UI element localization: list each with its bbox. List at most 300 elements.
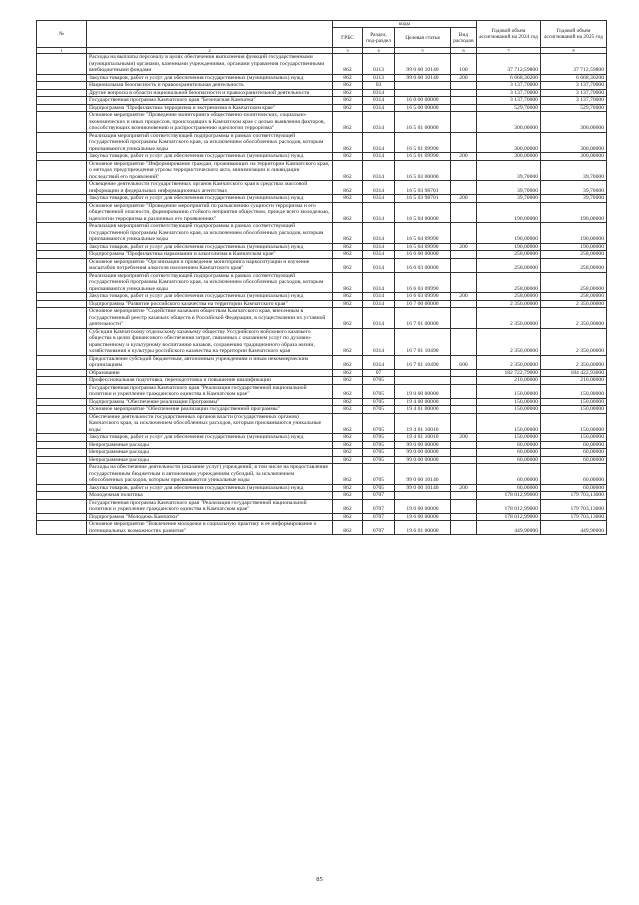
row-num-cell: [37, 308, 87, 329]
row-vr-cell: [451, 456, 477, 464]
row-name-cell: Закупка товаров, работ и услуг для обеспечения государственных (муниципальных) нужд: [87, 243, 333, 251]
row-grbs-cell: 862: [333, 300, 363, 308]
row-grbs-cell: 862: [333, 89, 363, 97]
budget-table: [36, 20, 607, 535]
table-row: [37, 369, 607, 377]
row-razdel-cell: 0113: [363, 74, 395, 82]
row-grbs-cell: 862: [333, 243, 363, 251]
row-num-cell: [37, 89, 87, 97]
row-name-cell: Молодежная политика: [87, 492, 333, 500]
table-row: [37, 406, 607, 414]
row-csr-cell: 16 6 03 09990: [395, 272, 451, 293]
row-amount-2025-cell: 60,00000: [541, 441, 607, 449]
row-num-cell: [37, 413, 87, 434]
row-amount-2024-cell: 60,00000: [477, 441, 541, 449]
col-header-2025: Годовой объем ассигнований на 2025 год: [541, 21, 607, 48]
row-amount-2025-cell: 150,00000: [541, 384, 607, 398]
row-vr-cell: [451, 258, 477, 272]
row-name-cell: Реализация мероприятий соответствующей подпрограммы в рамках соответствующей государственной программы Камчатского края, за исключением обособленных расходов, которым присваиваются уникальные коды: [87, 132, 333, 153]
row-grbs-cell: 862: [333, 160, 363, 181]
row-csr-cell: [395, 369, 451, 377]
row-csr-cell: 16 7 01 10490: [395, 328, 451, 355]
row-name-cell: Закупка товаров, работ и услуг для обеспечения государственных (муниципальных) нужд: [87, 293, 333, 301]
row-num-cell: [37, 499, 87, 513]
row-amount-2024-cell: 60,00000: [477, 484, 541, 492]
row-name-cell: Закупка товаров, работ и услуг для обеспечения государственных (муниципальных) нужд: [87, 153, 333, 161]
row-vr-cell: [451, 328, 477, 355]
row-razdel-cell: 0314: [363, 97, 395, 105]
row-amount-2024-cell: 178 012,99000: [477, 499, 541, 513]
row-num-cell: [37, 97, 87, 105]
row-csr-cell: [395, 89, 451, 97]
row-grbs-cell: 862: [333, 54, 363, 75]
row-name-cell: Государственная программа Камчатского края "Реализация государственной национальной политики и укрепление гражданского единства в Камчатском крае": [87, 499, 333, 513]
row-razdel-cell: 0314: [363, 251, 395, 259]
row-grbs-cell: 862: [333, 132, 363, 153]
row-razdel-cell: 0705: [363, 398, 395, 406]
row-razdel-cell: 07: [363, 369, 395, 377]
row-amount-2024-cell: 2 350,00000: [477, 308, 541, 329]
row-amount-2024-cell: 39,70000: [477, 160, 541, 181]
row-name-cell: Государственная программа Камчатского края "Безопасная Камчатка": [87, 97, 333, 105]
table-row: [37, 449, 607, 457]
row-csr-cell: 16 7 00 00000: [395, 300, 451, 308]
table-row: [37, 499, 607, 513]
table-row: [37, 258, 607, 272]
row-num-cell: [37, 112, 87, 133]
row-name-cell: Закупка товаров, работ и услуг для обеспечения государственных (муниципальных) нужд: [87, 195, 333, 203]
table-row: [37, 104, 607, 112]
row-razdel-cell: 0314: [363, 272, 395, 293]
row-name-cell: Закупка товаров, работ и услуг для обеспечения государственных (муниципальных) нужд: [87, 74, 333, 82]
row-csr-cell: 99 0 00 00000: [395, 456, 451, 464]
row-amount-2024-cell: 258,00000: [477, 258, 541, 272]
row-csr-cell: 99 0 00 10140: [395, 464, 451, 485]
row-amount-2025-cell: 258,00000: [541, 272, 607, 293]
table-row: [37, 355, 607, 369]
row-amount-2024-cell: 178 012,99000: [477, 492, 541, 500]
row-name-cell: Основное мероприятие "Содействие казачьим обществам Камчатского края, внесенным в государственный реестр казачьих обществ в Российской Федерации, в осуществлении их уставной деятельности": [87, 308, 333, 329]
table-row: [37, 328, 607, 355]
row-grbs-cell: 862: [333, 398, 363, 406]
row-vr-cell: 200: [451, 243, 477, 251]
row-grbs-cell: 862: [333, 484, 363, 492]
row-vr-cell: 100: [451, 54, 477, 75]
row-amount-2024-cell: 300,00000: [477, 132, 541, 153]
row-amount-2024-cell: 39,70000: [477, 181, 541, 195]
index-cell: 8: [541, 48, 607, 54]
row-grbs-cell: 862: [333, 369, 363, 377]
col-header-name: [87, 21, 333, 48]
row-grbs-cell: 862: [333, 97, 363, 105]
row-amount-2025-cell: 60,00000: [541, 484, 607, 492]
table-row: [37, 82, 607, 90]
row-name-cell: Непрограммные расходы: [87, 441, 333, 449]
row-vr-cell: 200: [451, 195, 477, 203]
table-row: [37, 89, 607, 97]
col-header-codes: коды: [333, 21, 477, 28]
row-amount-2024-cell: 529,70000: [477, 104, 541, 112]
row-vr-cell: [451, 398, 477, 406]
row-name-cell: Непрограммные расходы: [87, 449, 333, 457]
row-csr-cell: 16 6 00 00000: [395, 251, 451, 259]
row-csr-cell: 19 4 01 10010: [395, 413, 451, 434]
row-razdel-cell: 0705: [363, 406, 395, 414]
table-row: [37, 293, 607, 301]
col-header-2024: Годовой объем ассигнований на 2024 год: [477, 21, 541, 48]
row-razdel-cell: 0705: [363, 384, 395, 398]
row-vr-cell: [451, 272, 477, 293]
table-row: [37, 441, 607, 449]
row-amount-2025-cell: 37 712,59800: [541, 54, 607, 75]
row-name-cell: Другие вопросы в области национальной безопасности и правоохранительной деятельности: [87, 89, 333, 97]
row-amount-2024-cell: 3 137,70000: [477, 82, 541, 90]
row-vr-cell: [451, 223, 477, 244]
table-row: [37, 251, 607, 259]
row-vr-cell: 200: [451, 293, 477, 301]
row-amount-2025-cell: 184 422,93000: [541, 369, 607, 377]
index-cell: 1: [37, 48, 87, 54]
row-razdel-cell: 0707: [363, 492, 395, 500]
row-amount-2024-cell: 449,90000: [477, 521, 541, 535]
row-razdel-cell: 0314: [363, 308, 395, 329]
row-razdel-cell: 0314: [363, 132, 395, 153]
row-amount-2024-cell: 2 350,00000: [477, 355, 541, 369]
row-razdel-cell: 0705: [363, 464, 395, 485]
row-amount-2025-cell: 2 350,00000: [541, 355, 607, 369]
row-name-cell: Образование: [87, 369, 333, 377]
col-header-vr: Вид расходов: [451, 28, 477, 48]
table-row: [37, 464, 607, 485]
table-body: [37, 54, 607, 535]
header-row-top: [37, 21, 607, 28]
row-vr-cell: [451, 132, 477, 153]
row-name-cell: Реализация мероприятий соответствующей подпрограммы в рамках соответствующей государственной программы Камчатского края, за исключением обособленных расходов, которым присваиваются уникальные коды: [87, 272, 333, 293]
col-header-grbs: ГРБС: [333, 28, 363, 48]
row-csr-cell: 16 5 03 00000: [395, 160, 451, 181]
row-vr-cell: [451, 251, 477, 259]
row-num-cell: [37, 464, 87, 485]
table-row: [37, 153, 607, 161]
row-grbs-cell: 862: [333, 153, 363, 161]
table-row: [37, 521, 607, 535]
row-grbs-cell: 862: [333, 492, 363, 500]
row-razdel-cell: 0314: [363, 258, 395, 272]
row-amount-2025-cell: 150,00000: [541, 406, 607, 414]
row-name-cell: Профессиональная подготовка, переподготовка и повышение квалификации: [87, 377, 333, 385]
row-grbs-cell: 862: [333, 251, 363, 259]
row-num-cell: [37, 153, 87, 161]
index-cell: 2: [87, 48, 333, 54]
row-csr-cell: 99 0 00 10140: [395, 54, 451, 75]
row-csr-cell: [395, 377, 451, 385]
row-vr-cell: [451, 441, 477, 449]
row-num-cell: [37, 272, 87, 293]
row-grbs-cell: 862: [333, 456, 363, 464]
row-num-cell: [37, 258, 87, 272]
row-razdel-cell: 0314: [363, 112, 395, 133]
row-grbs-cell: 862: [333, 449, 363, 457]
row-amount-2024-cell: 190,00000: [477, 223, 541, 244]
row-num-cell: [37, 181, 87, 195]
budget-table-sheet: [36, 20, 606, 535]
row-amount-2025-cell: 6 668,30200: [541, 74, 607, 82]
row-razdel-cell: 0314: [363, 181, 395, 195]
row-vr-cell: 200: [451, 434, 477, 442]
row-grbs-cell: 862: [333, 384, 363, 398]
row-num-cell: [37, 434, 87, 442]
table-row: [37, 384, 607, 398]
row-num-cell: [37, 377, 87, 385]
row-amount-2024-cell: 60,00000: [477, 464, 541, 485]
row-amount-2025-cell: 60,00000: [541, 456, 607, 464]
row-csr-cell: 99 0 00 10140: [395, 484, 451, 492]
row-amount-2024-cell: 60,00000: [477, 456, 541, 464]
row-name-cell: Подпрограмма "Молодежь Камчатки": [87, 513, 333, 521]
row-vr-cell: [451, 406, 477, 414]
row-name-cell: Основное мероприятие "Обеспечение реализации государственной программы": [87, 406, 333, 414]
row-amount-2024-cell: 150,00000: [477, 434, 541, 442]
row-name-cell: Государственная программа Камчатского края "Реализация государственной национальной политики и укрепление гражданского единства в Камчатском крае": [87, 384, 333, 398]
table-row: [37, 456, 607, 464]
row-num-cell: [37, 104, 87, 112]
row-num-cell: [37, 195, 87, 203]
row-vr-cell: [451, 104, 477, 112]
row-razdel-cell: 0705: [363, 449, 395, 457]
row-grbs-cell: 862: [333, 272, 363, 293]
row-amount-2024-cell: 3 137,70000: [477, 89, 541, 97]
row-vr-cell: 600: [451, 355, 477, 369]
table-row: [37, 54, 607, 75]
row-amount-2024-cell: 190,00000: [477, 243, 541, 251]
row-razdel-cell: 0314: [363, 293, 395, 301]
table-row: [37, 112, 607, 133]
row-vr-cell: [451, 513, 477, 521]
row-amount-2025-cell: 2 350,00000: [541, 300, 607, 308]
row-razdel-cell: 0705: [363, 377, 395, 385]
row-amount-2025-cell: 300,00000: [541, 112, 607, 133]
row-csr-cell: 19 4 01 10010: [395, 434, 451, 442]
row-razdel-cell: 0314: [363, 223, 395, 244]
row-razdel-cell: 0705: [363, 441, 395, 449]
row-amount-2025-cell: 3 137,70000: [541, 82, 607, 90]
row-num-cell: [37, 132, 87, 153]
row-grbs-cell: 862: [333, 308, 363, 329]
row-amount-2024-cell: 6 668,30200: [477, 74, 541, 82]
row-grbs-cell: 862: [333, 82, 363, 90]
row-amount-2025-cell: 300,00000: [541, 153, 607, 161]
row-amount-2024-cell: 150,00000: [477, 384, 541, 398]
row-vr-cell: [451, 464, 477, 485]
row-csr-cell: 16 5 04 00000: [395, 202, 451, 223]
row-amount-2025-cell: 150,00000: [541, 413, 607, 434]
row-csr-cell: 19 4 00 00000: [395, 398, 451, 406]
row-csr-cell: 19 6 01 00000: [395, 521, 451, 535]
row-grbs-cell: 862: [333, 181, 363, 195]
row-csr-cell: [395, 82, 451, 90]
row-vr-cell: [451, 160, 477, 181]
row-amount-2024-cell: 210,00000: [477, 377, 541, 385]
row-num-cell: [37, 369, 87, 377]
row-amount-2025-cell: 258,00000: [541, 293, 607, 301]
row-grbs-cell: 862: [333, 377, 363, 385]
table-row: [37, 223, 607, 244]
row-grbs-cell: 862: [333, 521, 363, 535]
row-amount-2024-cell: 150,00000: [477, 413, 541, 434]
row-num-cell: [37, 202, 87, 223]
row-vr-cell: [451, 97, 477, 105]
row-grbs-cell: 862: [333, 441, 363, 449]
row-name-cell: Подпрограмма "Развитие российского казачества на территории Камчатского края": [87, 300, 333, 308]
row-num-cell: [37, 293, 87, 301]
row-csr-cell: 19 4 01 00000: [395, 406, 451, 414]
row-razdel-cell: 0113: [363, 54, 395, 75]
row-amount-2025-cell: 2 350,00000: [541, 328, 607, 355]
row-vr-cell: [451, 369, 477, 377]
row-amount-2025-cell: 449,90000: [541, 521, 607, 535]
row-name-cell: Предоставление субсидий бюджетным, автономным учреждениям и иным некоммерческим организациям: [87, 355, 333, 369]
row-vr-cell: [451, 89, 477, 97]
table-row: [37, 308, 607, 329]
row-razdel-cell: 0314: [363, 328, 395, 355]
row-csr-cell: 16 7 01 00000: [395, 308, 451, 329]
row-num-cell: [37, 223, 87, 244]
row-name-cell: Закупка товаров, работ и услуг для обеспечения государственных (муниципальных) нужд: [87, 484, 333, 492]
row-num-cell: [37, 384, 87, 398]
row-name-cell: Основное мероприятие "Проведение мониторинга общественно-политических, социально-экономических и иных процессов, происходящих в Камчатском крае с целью выявления факторов, способствующих возникновению и распространению идеологии терроризма": [87, 112, 333, 133]
row-amount-2025-cell: 258,00000: [541, 251, 607, 259]
index-cell: 4: [363, 48, 395, 54]
row-csr-cell: 16 5 04 09990: [395, 243, 451, 251]
row-csr-cell: 16 5 01 00000: [395, 112, 451, 133]
row-grbs-cell: 862: [333, 195, 363, 203]
row-vr-cell: [451, 449, 477, 457]
row-name-cell: Освещение деятельности государственных органов Камчатского края в средствах массовой информации и федеральных информационных агентствах: [87, 181, 333, 195]
row-amount-2025-cell: 190,00000: [541, 202, 607, 223]
row-amount-2025-cell: 2 350,00000: [541, 308, 607, 329]
row-vr-cell: [451, 112, 477, 133]
table-row: [37, 272, 607, 293]
row-name-cell: Расходы на обеспечение деятельности (оказание услуг) учреждений, в том числе на предоставление государственным бюджетным и автономным учреждениям субсидий, за исключением обособленных расходов, которым присваиваются уникальные коды: [87, 464, 333, 485]
row-razdel-cell: 0707: [363, 499, 395, 513]
row-amount-2025-cell: 60,00000: [541, 464, 607, 485]
row-amount-2024-cell: 37 712,59800: [477, 54, 541, 75]
row-grbs-cell: 862: [333, 112, 363, 133]
row-num-cell: [37, 355, 87, 369]
row-razdel-cell: 0314: [363, 160, 395, 181]
row-csr-cell: 16 7 01 10490: [395, 355, 451, 369]
row-csr-cell: 16 6 03 00000: [395, 258, 451, 272]
row-amount-2025-cell: 529,70000: [541, 104, 607, 112]
row-num-cell: [37, 406, 87, 414]
row-num-cell: [37, 449, 87, 457]
row-csr-cell: 99 0 00 10140: [395, 74, 451, 82]
row-amount-2025-cell: 39,70000: [541, 181, 607, 195]
row-vr-cell: [451, 521, 477, 535]
row-razdel-cell: 0705: [363, 413, 395, 434]
row-amount-2025-cell: 39,70000: [541, 160, 607, 181]
table-row: [37, 160, 607, 181]
row-grbs-cell: 862: [333, 434, 363, 442]
row-name-cell: Национальная безопасность и правоохранительная деятельность: [87, 82, 333, 90]
row-vr-cell: 200: [451, 74, 477, 82]
table-row: [37, 492, 607, 500]
index-cell: 3: [333, 48, 363, 54]
row-razdel-cell: 0314: [363, 355, 395, 369]
row-razdel-cell: 0314: [363, 300, 395, 308]
row-num-cell: [37, 521, 87, 535]
row-name-cell: Основное мероприятие "Вовлечение молодежи в социальную практику и ее информирование о потенциальных возможностях развития": [87, 521, 333, 535]
row-num-cell: [37, 74, 87, 82]
row-amount-2024-cell: 190,00000: [477, 202, 541, 223]
row-razdel-cell: 0707: [363, 521, 395, 535]
row-amount-2025-cell: 300,00000: [541, 132, 607, 153]
row-num-cell: [37, 82, 87, 90]
table-row: [37, 513, 607, 521]
row-num-cell: [37, 300, 87, 308]
table-row: [37, 132, 607, 153]
row-name-cell: Расходы на выплаты персоналу в целях обеспечения выполнения функций государственными (муниципальными) органами, казенными учреждениями, органами управления государственными внебюджетными фондами: [87, 54, 333, 75]
table-row: [37, 398, 607, 406]
row-csr-cell: 16 5 00 00000: [395, 104, 451, 112]
row-num-cell: [37, 441, 87, 449]
row-name-cell: Закупка товаров, работ и услуг для обеспечения государственных (муниципальных) нужд: [87, 434, 333, 442]
table-row: [37, 74, 607, 82]
row-amount-2024-cell: 182 722,79000: [477, 369, 541, 377]
row-amount-2025-cell: 190,00000: [541, 223, 607, 244]
row-razdel-cell: 0314: [363, 89, 395, 97]
row-amount-2025-cell: 179 703,13000: [541, 492, 607, 500]
row-vr-cell: [451, 377, 477, 385]
row-razdel-cell: 0705: [363, 484, 395, 492]
row-csr-cell: 19 0 00 00000: [395, 499, 451, 513]
row-grbs-cell: 862: [333, 104, 363, 112]
index-cell: 5: [395, 48, 451, 54]
row-csr-cell: 16 5 01 09990: [395, 153, 451, 161]
row-amount-2024-cell: 60,00000: [477, 449, 541, 457]
table-row: [37, 484, 607, 492]
row-name-cell: Основное мероприятие "Организация и проведение мониторинга наркоситуации и изучение масштабов потребления алкоголя населением Камчатского края": [87, 258, 333, 272]
row-name-cell: Непрограммные расходы: [87, 456, 333, 464]
row-num-cell: [37, 54, 87, 75]
row-vr-cell: [451, 492, 477, 500]
table-row: [37, 181, 607, 195]
row-vr-cell: [451, 181, 477, 195]
col-header-csr: Целевая статья: [395, 28, 451, 48]
row-amount-2025-cell: 39,70000: [541, 195, 607, 203]
col-header-razdel: Раздел, под-раздел: [363, 28, 395, 48]
table-row: [37, 195, 607, 203]
row-name-cell: Основное мероприятие "Информирование граждан, проживающих на территории Камчатского края, о методах предупреждения угрозы террористического акта, минимизации и ликвидации последствий его проявлений": [87, 160, 333, 181]
row-grbs-cell: 862: [333, 223, 363, 244]
row-amount-2025-cell: 190,00000: [541, 243, 607, 251]
row-amount-2024-cell: 150,00000: [477, 398, 541, 406]
row-csr-cell: 16 5 04 09990: [395, 223, 451, 244]
row-vr-cell: 200: [451, 484, 477, 492]
row-amount-2025-cell: 3 137,70000: [541, 97, 607, 105]
row-vr-cell: [451, 499, 477, 513]
row-amount-2025-cell: 179 703,13000: [541, 499, 607, 513]
row-num-cell: [37, 484, 87, 492]
col-header-num: №: [37, 21, 87, 48]
table-row: [37, 413, 607, 434]
row-razdel-cell: 0707: [363, 513, 395, 521]
index-cell: 7: [477, 48, 541, 54]
row-csr-cell: 16 0 00 00000: [395, 97, 451, 105]
row-amount-2024-cell: 258,00000: [477, 293, 541, 301]
row-amount-2025-cell: 179 703,13000: [541, 513, 607, 521]
row-amount-2024-cell: 150,00000: [477, 406, 541, 414]
